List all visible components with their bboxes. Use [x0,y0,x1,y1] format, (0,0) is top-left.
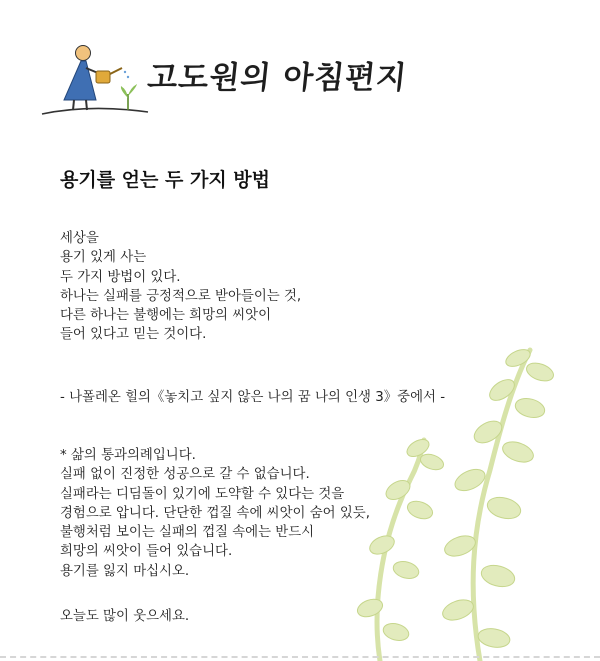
comment-line: 경험으로 압니다. 단단한 껍질 속에 씨앗이 숨어 있듯, [60,505,370,521]
comment-line: 용기를 잃지 마십시오. [60,563,190,579]
comment-line: * 삶의 통과의례입니다. [60,448,196,463]
comment-line: 실패 없이 진정한 성공으로 갈 수 없습니다. [60,467,310,483]
letter-title: 용기를 얻는 두 가지 방법 [60,169,270,191]
comment-block [60,446,370,581]
poem-line: 두 가지 방법이 있다. [60,269,181,285]
comment-line: 희망의 씨앗이 들어 있습니다. [60,544,233,560]
poem-block [60,229,301,345]
comment-line: 불행처럼 보이는 실패의 껍질 속에는 반드시 [60,525,315,541]
poem-line: 들어 있다고 믿는 것이다. [60,327,207,343]
brand-title: 고도원의 아침편지 [145,60,409,96]
poem-line: 세상을 [60,231,99,246]
bottom-divider [0,656,600,658]
comment-line: 실패라는 디딤돌이 있기에 도약할 수 있다는 것을 [60,486,345,502]
quote-source: - 나폴레온 힐의《놓치고 싶지 않은 나의 꿈 나의 인생 3》중에서 - [60,390,446,405]
poem-line: 다른 하나는 불행에는 희망의 씨앗이 [60,308,272,324]
poem-line: 용기 있게 사는 [60,250,147,266]
person-watering-sprout-icon [40,38,150,120]
poem-line: 하나는 실패를 긍정적으로 받아들이는 것, [60,288,302,304]
header [0,0,600,130]
closing-text: 오늘도 많이 웃으세요. [60,609,190,624]
closing-line [60,607,189,626]
